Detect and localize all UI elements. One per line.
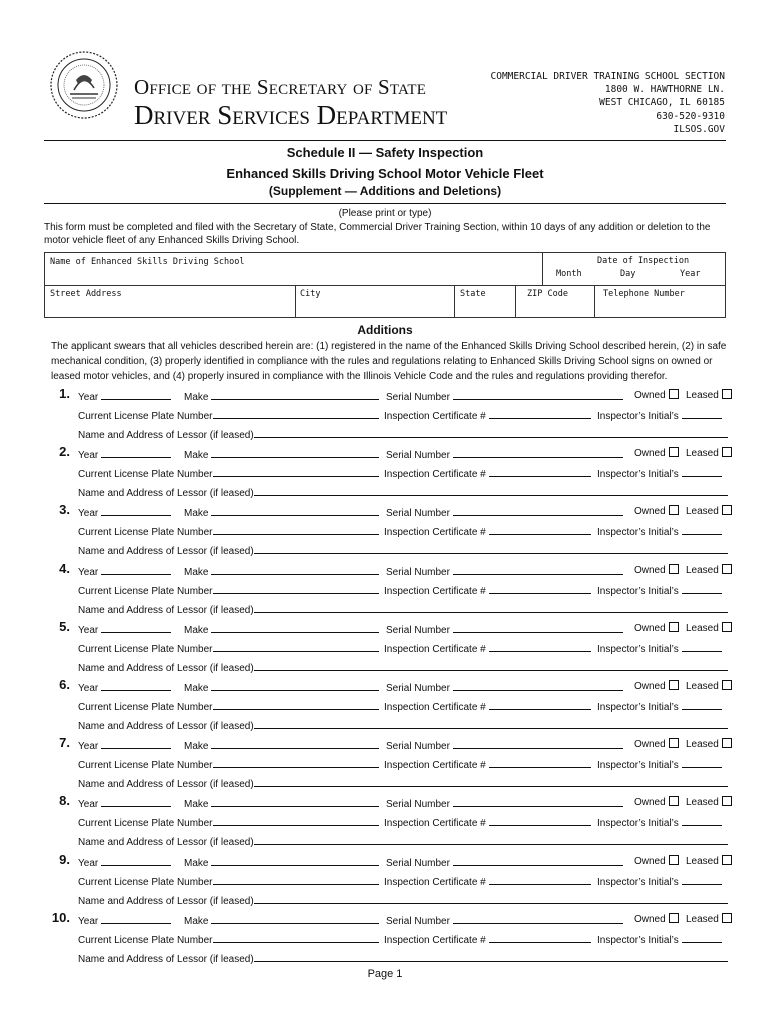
- inspector-initials-field[interactable]: Inspector’s Initial’s: [597, 699, 722, 713]
- license-plate-field[interactable]: Current License Plate Number: [78, 524, 379, 538]
- license-plate-field[interactable]: Current License Plate Number: [78, 408, 379, 422]
- inspector-initials-field[interactable]: Inspector’s Initial’s: [597, 815, 722, 829]
- license-plate-field[interactable]: Current License Plate Number: [78, 757, 379, 771]
- license-plate-field[interactable]: Current License Plate Number: [78, 583, 379, 597]
- leased-checkbox[interactable]: Leased: [686, 680, 732, 692]
- form-subtitle: Enhanced Skills Driving School Motor Vehicle Fleet: [226, 166, 544, 181]
- page-number: Page 1: [367, 968, 403, 980]
- vehicle-entry: [50, 444, 740, 505]
- make-field[interactable]: Make: [184, 505, 379, 519]
- license-plate-field[interactable]: Current License Plate Number: [78, 699, 379, 713]
- inspection-date-label: Date of Inspection: [597, 256, 690, 266]
- header-divider: [44, 140, 726, 141]
- vehicle-entry: [50, 386, 740, 447]
- year-field[interactable]: Year: [78, 913, 171, 927]
- form-supplement: (Supplement — Additions and Deletions): [268, 184, 502, 198]
- inspector-initials-field[interactable]: Inspector’s Initial’s: [597, 466, 722, 480]
- vehicle-entry: [50, 793, 740, 854]
- owned-checkbox[interactable]: Owned: [634, 505, 679, 517]
- inspection-certificate-field[interactable]: Inspection Certificate #: [384, 815, 591, 829]
- lessor-field[interactable]: Name and Address of Lessor (if leased): [78, 834, 728, 848]
- serial-number-field[interactable]: Serial Number: [386, 622, 623, 636]
- lessor-field[interactable]: Name and Address of Lessor (if leased): [78, 776, 728, 790]
- lessor-field[interactable]: Name and Address of Lessor (if leased): [78, 427, 728, 441]
- owned-checkbox[interactable]: Owned: [634, 738, 679, 750]
- leased-checkbox[interactable]: Leased: [686, 564, 732, 576]
- year-field[interactable]: Year: [78, 796, 171, 810]
- inspection-certificate-field[interactable]: Inspection Certificate #: [384, 641, 591, 655]
- make-field[interactable]: Make: [184, 913, 379, 927]
- make-field[interactable]: Make: [184, 622, 379, 636]
- inspection-certificate-field[interactable]: Inspection Certificate #: [384, 524, 591, 538]
- print-note: (Please print or type): [338, 208, 432, 219]
- entry-number: 9.: [59, 851, 70, 867]
- owned-checkbox[interactable]: Owned: [634, 680, 679, 692]
- department-title: Driver Services Department: [134, 100, 448, 130]
- license-plate-field[interactable]: Current License Plate Number: [78, 466, 379, 480]
- inspector-initials-field[interactable]: Inspector’s Initial’s: [597, 641, 722, 655]
- make-field[interactable]: Make: [184, 564, 379, 578]
- additions-oath: The applicant swears that all vehicles described herein are: (1) registered in the name of the Enhanced Skills Driving School described herein, (2) in safe mechanical condition, (3) properly identified in compliance with the rules and regulations relating to Enhanced Skills Driving School signs on owned or leased motor vehicles, and (4) properly insured in compliance with the Illinois Vehicle Code and the rules and regulations providing therefor.: [51, 341, 727, 383]
- lessor-field[interactable]: Name and Address of Lessor (if leased): [78, 951, 728, 965]
- vehicle-entry: [50, 618, 740, 680]
- serial-number-field[interactable]: Serial Number: [386, 738, 623, 752]
- telephone-field[interactable]: Telephone Number: [603, 289, 685, 299]
- school-name-field[interactable]: Name of Enhanced Skills Driving School: [50, 257, 245, 267]
- make-field[interactable]: Make: [184, 680, 379, 694]
- entry-number: 2.: [59, 444, 70, 460]
- leased-checkbox[interactable]: Leased: [686, 796, 732, 808]
- owned-checkbox[interactable]: Owned: [634, 447, 679, 459]
- lessor-field[interactable]: Name and Address of Lessor (if leased): [78, 602, 728, 616]
- lessor-field[interactable]: Name and Address of Lessor (if leased): [78, 718, 728, 732]
- inspection-certificate-field[interactable]: Inspection Certificate #: [384, 699, 591, 713]
- entry-number: 4.: [59, 560, 70, 576]
- month-field[interactable]: Month: [556, 269, 582, 279]
- office-title: Office of the Secretary of State: [134, 75, 427, 99]
- entry-number: 10.: [51, 909, 70, 925]
- serial-number-field[interactable]: Serial Number: [386, 855, 623, 869]
- day-field[interactable]: Day: [620, 269, 636, 279]
- entry-number: 1.: [59, 386, 70, 401]
- vehicle-entry: [50, 560, 740, 622]
- additions-heading: Additions: [357, 323, 413, 337]
- year-field[interactable]: Year: [78, 855, 171, 869]
- year-field[interactable]: Year: [78, 738, 171, 752]
- form-title: Schedule II — Safety Inspection: [286, 145, 484, 160]
- make-field[interactable]: Make: [184, 447, 379, 461]
- leased-checkbox[interactable]: Leased: [686, 389, 732, 401]
- leased-checkbox[interactable]: Leased: [686, 855, 732, 867]
- entry-number: 3.: [59, 502, 70, 518]
- lessor-field[interactable]: Name and Address of Lessor (if leased): [78, 893, 728, 907]
- year-field[interactable]: Year: [78, 564, 171, 578]
- serial-number-field[interactable]: Serial Number: [386, 796, 623, 810]
- inspection-certificate-field[interactable]: Inspection Certificate #: [384, 583, 591, 597]
- owned-checkbox[interactable]: Owned: [634, 796, 679, 808]
- serial-number-field[interactable]: Serial Number: [386, 389, 623, 403]
- make-field[interactable]: Make: [184, 738, 379, 752]
- inspection-certificate-field[interactable]: Inspection Certificate #: [384, 466, 591, 480]
- owned-checkbox[interactable]: Owned: [634, 622, 679, 634]
- vehicle-entry: [50, 909, 740, 971]
- leased-checkbox[interactable]: Leased: [686, 505, 732, 517]
- serial-number-field[interactable]: Serial Number: [386, 913, 623, 927]
- year-field[interactable]: Year: [78, 389, 171, 403]
- owned-checkbox[interactable]: Owned: [634, 564, 679, 576]
- inspection-certificate-field[interactable]: Inspection Certificate #: [384, 408, 591, 422]
- inspection-certificate-field[interactable]: Inspection Certificate #: [384, 874, 591, 888]
- owned-checkbox[interactable]: Owned: [634, 389, 679, 401]
- vehicle-entry: [50, 851, 740, 913]
- make-field[interactable]: Make: [184, 855, 379, 869]
- license-plate-field[interactable]: Current License Plate Number: [78, 641, 379, 655]
- year-field[interactable]: Year: [78, 505, 171, 519]
- year-field[interactable]: Year: [78, 680, 171, 694]
- entry-number: 6.: [59, 677, 70, 692]
- city-field[interactable]: City: [300, 289, 321, 299]
- leased-checkbox[interactable]: Leased: [686, 447, 732, 459]
- zip-field[interactable]: ZIP Code: [527, 289, 568, 299]
- leased-checkbox[interactable]: Leased: [686, 738, 732, 750]
- license-plate-field[interactable]: Current License Plate Number: [78, 932, 379, 946]
- illinois-state-seal: [46, 50, 122, 120]
- serial-number-field[interactable]: Serial Number: [386, 505, 623, 519]
- year-field[interactable]: Year: [78, 622, 171, 636]
- owned-checkbox[interactable]: Owned: [634, 855, 679, 867]
- title-divider: [44, 203, 726, 204]
- entry-number: 8.: [59, 793, 70, 809]
- inspector-initials-field[interactable]: Inspector’s Initial’s: [597, 932, 722, 946]
- inspector-initials-field[interactable]: Inspector’s Initial’s: [597, 524, 722, 538]
- entry-number: 5.: [59, 618, 70, 634]
- instructions: This form must be completed and filed with the Secretary of State, Commercial Driver Training Section, within 10 days of any addition or deletion to the motor vehicle fleet of any Enhanced Skills Driving School.: [44, 222, 711, 246]
- inspector-initials-field[interactable]: Inspector’s Initial’s: [597, 757, 722, 771]
- state-field[interactable]: State: [460, 289, 486, 299]
- owned-checkbox[interactable]: Owned: [634, 913, 679, 925]
- serial-number-field[interactable]: Serial Number: [386, 564, 623, 578]
- lessor-field[interactable]: Name and Address of Lessor (if leased): [78, 543, 728, 557]
- leased-checkbox[interactable]: Leased: [686, 622, 732, 634]
- inspector-initials-field[interactable]: Inspector’s Initial’s: [597, 408, 722, 422]
- serial-number-field[interactable]: Serial Number: [386, 680, 623, 694]
- lessor-field[interactable]: Name and Address of Lessor (if leased): [78, 485, 728, 499]
- inspection-certificate-field[interactable]: Inspection Certificate #: [384, 932, 591, 946]
- section-address: COMMERCIAL DRIVER TRAINING SCHOOL SECTION 1800 W. HAWTHORNE LN. WEST CHICAGO, IL 60185 630-520-9310 ILSOS.GOV: [490, 71, 725, 135]
- vehicle-entry: [50, 677, 740, 738]
- street-address-field[interactable]: Street Address: [50, 289, 122, 299]
- license-plate-field[interactable]: Current License Plate Number: [78, 815, 379, 829]
- inspector-initials-field[interactable]: Inspector’s Initial’s: [597, 874, 722, 888]
- entry-number: 7.: [59, 735, 70, 751]
- inspection-certificate-field[interactable]: Inspection Certificate #: [384, 757, 591, 771]
- vehicle-entry: [50, 502, 740, 563]
- lessor-field[interactable]: Name and Address of Lessor (if leased): [78, 660, 728, 674]
- make-field[interactable]: Make: [184, 389, 379, 403]
- license-plate-field[interactable]: Current License Plate Number: [78, 874, 379, 888]
- make-field[interactable]: Make: [184, 796, 379, 810]
- year-field[interactable]: Year: [78, 447, 171, 461]
- year-field[interactable]: Year: [680, 269, 701, 279]
- leased-checkbox[interactable]: Leased: [686, 913, 732, 925]
- serial-number-field[interactable]: Serial Number: [386, 447, 623, 461]
- vehicle-entry: [50, 735, 740, 796]
- inspector-initials-field[interactable]: Inspector’s Initial’s: [597, 583, 722, 597]
